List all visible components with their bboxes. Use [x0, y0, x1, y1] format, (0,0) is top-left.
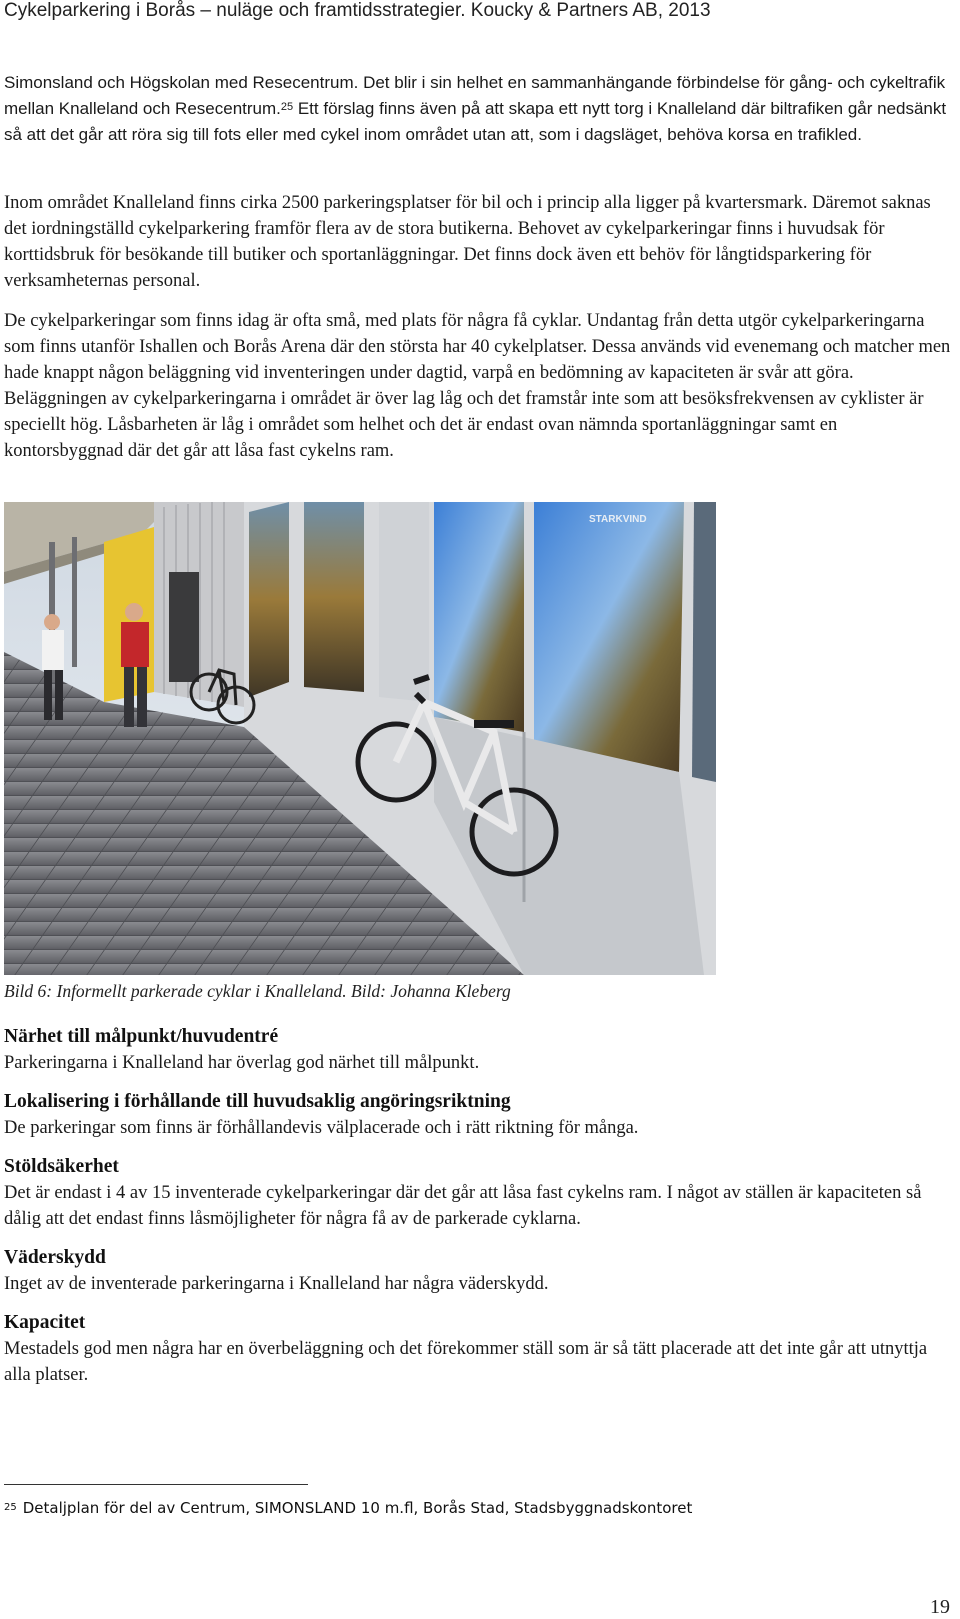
- footnote-25: [4, 1498, 904, 1518]
- page-header: Cykelparkering i Borås – nuläge och framtidsstrategier. Koucky & Partners AB, 2013: [4, 0, 711, 21]
- photo-knalleland-bikes: [4, 502, 716, 975]
- footnote-mark: 25: [4, 1502, 17, 1513]
- paragraph-parking-spaces: Inom området Knalleland finns cirka 2500 parkeringsplatser för bil och i princip alla ligger på kvartersmark. Däremot saknas det iordningställd cykelparkering framför flera av de stora butikerna. Behovet av cykelparkeringar finns i huvudsak för korttidsbruk för besökande till butiker och sportanläggningar. Det finns dock även ett behöv för långtidsparkering för verksamheternas personal.: [4, 193, 931, 291]
- text-proximity: Parkeringarna i Knalleland har överlag god närhet till målpunkt.: [4, 1053, 480, 1073]
- heading-capacity: Kapacitet: [4, 1312, 86, 1333]
- text-weather-protection: Inget av de inventerade parkeringarna i Knalleland har några väderskydd.: [4, 1274, 549, 1294]
- footnote-reference[interactable]: 25: [280, 101, 294, 113]
- page-number: 19: [930, 1596, 950, 1618]
- text-capacity: Mestadels god men några har en överbeläggning och det förekommer ställ som är så tätt placerade att det inte går att utnyttja alla platser.: [4, 1339, 928, 1385]
- paragraph-bike-parking-status: De cykelparkeringar som finns idag är ofta små, med plats för några få cyklar. Undantag från detta utgör cykelparkeringarna som finns utanför Ishallen och Borås Arena där den största har 40 cykelplatser. Dessa används vid evenemang och matcher men hade knappt någon beläggning vid inventeringen under dagtid, varpå en bedömning av kapaciteten är svår att göra. Beläggningen av cykelparkeringarna i området är över lag låg och det framstår inte som att besöksfrekvensen av cyklister är speciellt hög. Låsbarheten är låg i området som helhet och det är endast ovan nämnda sportanläggningar samt en kontorsbyggnad där det går att låsa fast cykelns ram.: [4, 311, 951, 461]
- heading-proximity: Närhet till målpunkt/huvudentré: [4, 1026, 279, 1047]
- footnote-divider: [4, 1484, 308, 1485]
- text-localisation: De parkeringar som finns är förhållandevis välplacerade och i rätt riktning för många.: [4, 1118, 639, 1138]
- heading-theft-security: Stöldsäkerhet: [4, 1156, 119, 1177]
- storefront-sign: STARKVIND: [589, 514, 647, 525]
- text-theft-security: Det är endast i 4 av 15 inventerade cykelparkeringar där det går att låsa fast cykelns ram. I något av ställen är kapaciteten så dålig att det endast finns låsmöjligheter för några få av de parkerade cyklarna.: [4, 1183, 922, 1229]
- paragraph-simonsland-part1: Simonsland och Högskolan med Resecentrum. Det blir i sin helhet en sammanhängande förbindelse för gång- och cykeltrafik mellan Knalleland och Resecentrum.: [4, 73, 946, 118]
- photo-illustration: [4, 502, 716, 975]
- figure-caption: Bild 6: Informellt parkerade cyklar i Knalleland. Bild: Johanna Kleberg: [4, 981, 511, 1001]
- paragraph-simonsland-part2: Ett förslag finns även på att skapa ett nytt torg i Knalleland där biltrafiken går nedsänkt så att det går att röra sig till fots eller med cykel inom området utan att, som i dagsläget, behöva korsa en trafikled.: [4, 99, 947, 144]
- heading-localisation: Lokalisering i förhållande till huvudsaklig angöringsriktning: [4, 1091, 511, 1112]
- footnote-text: Detaljplan för del av Centrum, SIMONSLAND 10 m.fl, Borås Stad, Stadsbyggnadskontoret: [22, 1499, 693, 1517]
- paragraph-simonsland: [4, 70, 954, 148]
- heading-weather-protection: Väderskydd: [4, 1247, 106, 1268]
